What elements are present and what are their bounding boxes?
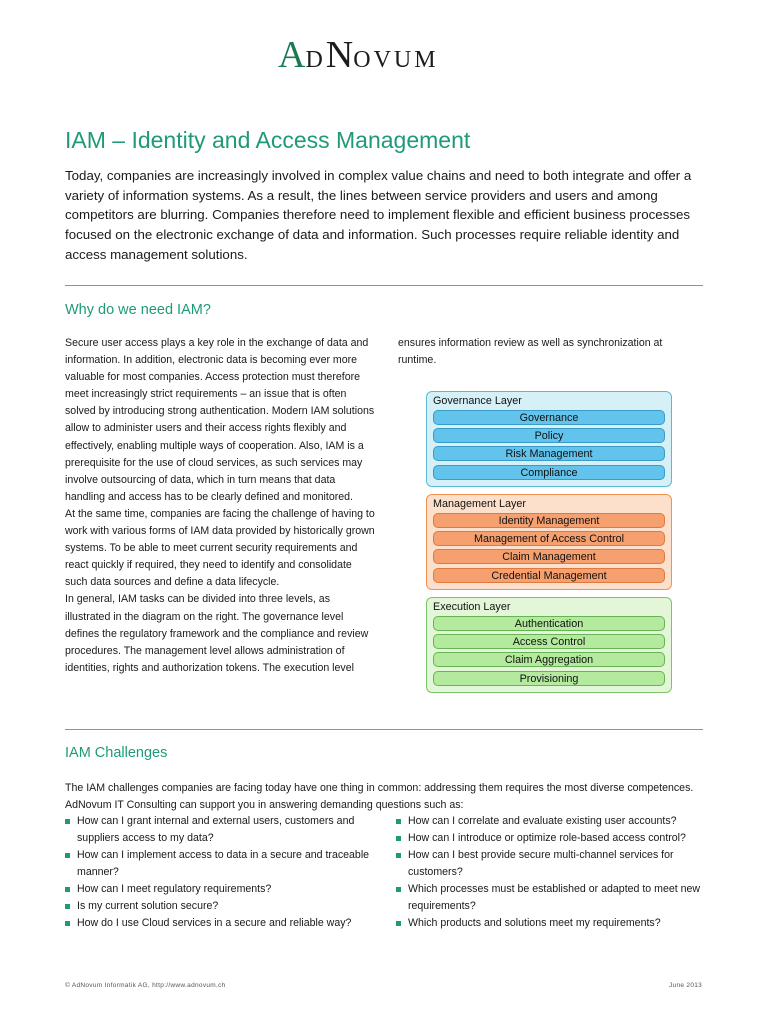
- logo-letter-a: A: [278, 34, 306, 76]
- provisioning-item: Provisioning: [433, 671, 665, 686]
- section-divider: [65, 729, 703, 730]
- logo-letters-d: D: [305, 47, 326, 73]
- footer-date: June 2013: [669, 982, 703, 989]
- credential-management-item: Credential Management: [433, 568, 665, 583]
- list-item: Which processes must be established or adapted to meet new requirements?: [396, 881, 706, 915]
- list-item: How can I best provide secure multi-channel services for customers?: [396, 847, 706, 881]
- list-item: How can I implement access to data in a secure and traceable manner?: [65, 847, 377, 881]
- page-title: IAM – Identity and Access Management: [65, 127, 471, 153]
- execution-layer: [426, 597, 672, 693]
- intro-paragraph: Today, companies are increasingly involved in complex value chains and need to both integrate and offer a variety of information systems. As a result, the lines between service providers and users and among competitors are blurring. Companies therefore need to implement flexible and efficient business processes focused on the electronic exchange of data and information. Such processes require reliable identity and access management solutions.: [65, 168, 692, 262]
- execution-layer-title: Execution Layer: [433, 601, 511, 613]
- access-control-item: Access Control: [433, 634, 665, 649]
- logo-letter-n: N: [325, 34, 354, 76]
- policy-item: Policy: [433, 428, 665, 443]
- adnovum-logo: [278, 34, 488, 74]
- access-control-management-item: Management of Access Control: [433, 531, 665, 546]
- why-paragraph-3: In general, IAM tasks can be divided into three levels, as illustrated in the diagram on the right. The governance level defines the regulatory framework and the compliance and review procedures. The management level allows administration of identities, rights and authorization tokens. The execution level: [65, 593, 369, 674]
- section-heading-why: Why do we need IAM?: [65, 302, 211, 318]
- why-paragraph-2: At the same time, companies are facing the challenge of having to work with various forms of IAM data provided by historically grown systems. To be able to meet current security requirements and react quickly if required, they need to identify and consolidate such data sources and define a data lifecycle.: [65, 507, 375, 589]
- list-item: How can I grant internal and external users, customers and suppliers access to my data?: [65, 813, 377, 847]
- list-item: How do I use Cloud services in a secure and reliable way?: [65, 915, 377, 932]
- why-left-column: [65, 335, 375, 677]
- challenges-list-right: [396, 813, 706, 932]
- list-item: How can I meet regulatory requirements?: [65, 881, 377, 898]
- list-item: How can I correlate and evaluate existing user accounts?: [396, 813, 706, 830]
- logo-letters-ovum: OVUM: [353, 47, 439, 73]
- claim-management-item: Claim Management: [433, 549, 665, 564]
- footer-copyright: © AdNovum Informatik AG, http://www.adnovum.ch: [65, 982, 226, 989]
- list-item: Which products and solutions meet my requirements?: [396, 915, 706, 932]
- section-divider: [65, 285, 703, 286]
- list-item: How can I introduce or optimize role-based access control?: [396, 830, 706, 847]
- management-layer-title: Management Layer: [433, 498, 527, 510]
- management-layer: [426, 494, 672, 590]
- section-heading-challenges: IAM Challenges: [65, 745, 168, 761]
- authentication-item: Authentication: [433, 616, 665, 631]
- claim-aggregation-item: Claim Aggregation: [433, 652, 665, 667]
- why-paragraph-4: ensures information review as well as synchronization at runtime.: [398, 337, 663, 367]
- challenges-intro: The IAM challenges companies are facing today have one thing in common: addressing them requires the most diverse competences. AdNovum IT Consulting can support you in answering demanding questions such as:: [65, 782, 694, 811]
- governance-item: Governance: [433, 410, 665, 425]
- compliance-item: Compliance: [433, 465, 665, 480]
- governance-layer-title: Governance Layer: [433, 395, 522, 407]
- challenges-list-left: [65, 813, 377, 932]
- risk-management-item: Risk Management: [433, 446, 665, 461]
- list-item: Is my current solution secure?: [65, 898, 377, 915]
- identity-management-item: Identity Management: [433, 513, 665, 528]
- governance-layer: [426, 391, 672, 487]
- why-right-column: [398, 335, 703, 369]
- why-paragraph-1: Secure user access plays a key role in the exchange of data and information. In addition, electronic data is becoming ever more valuable for most companies. Access protection must therefore meet increasingly strict requirements – an issue that is often solved by introducing strong authentication. Modern IAM solutions allow to administer users and their access rights flexibly and effectively, enabling multiple ways of cooperation. Also, IAM is a prerequisite for the use of cloud services, as such services may involve outsourcing of data, which in turn means that data handling and access has to be clearly defined and monitored.: [65, 337, 375, 503]
